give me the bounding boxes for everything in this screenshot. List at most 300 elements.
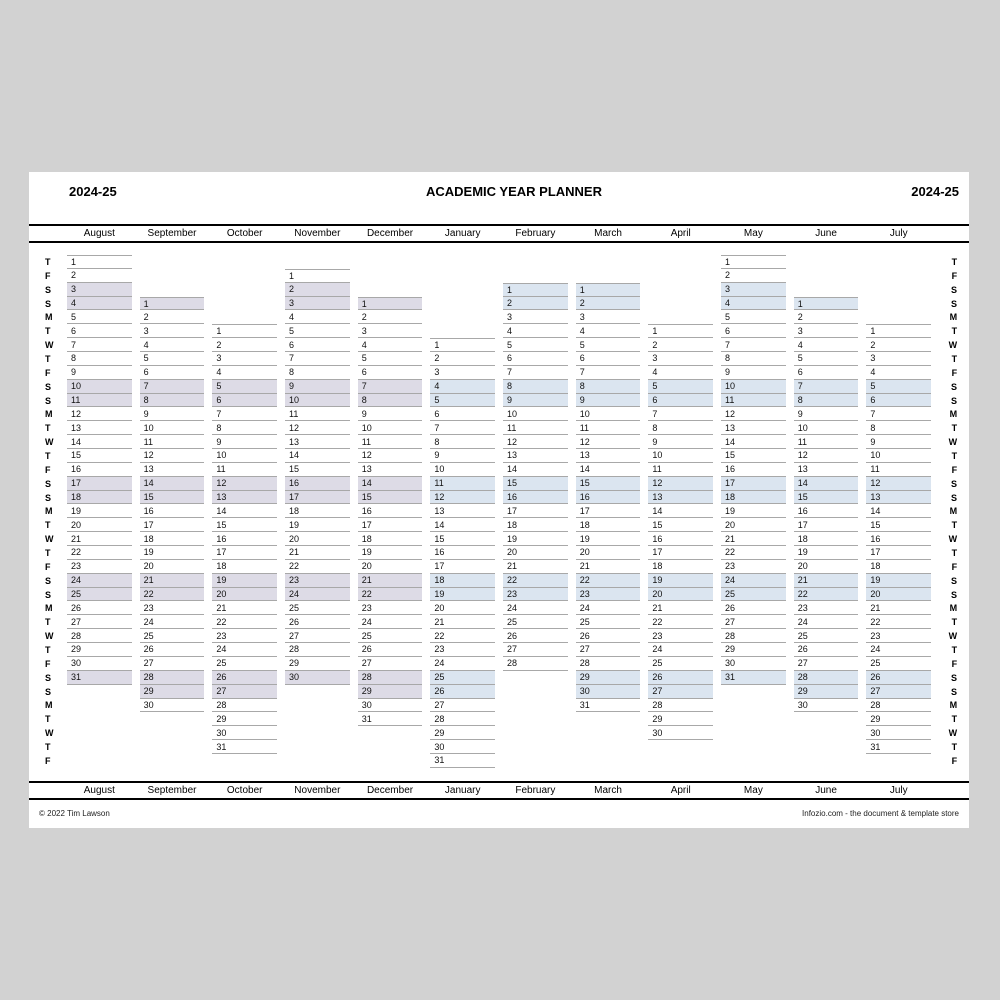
day-number: 21 — [143, 575, 154, 586]
day-cell — [866, 449, 931, 463]
day-letter: F — [951, 658, 958, 669]
day-number: 3 — [507, 311, 513, 322]
day-number: 23 — [652, 630, 663, 641]
empty-cell — [358, 255, 423, 269]
day-letter: F — [45, 658, 51, 669]
day-cell — [212, 629, 277, 643]
day-letter: M — [45, 409, 53, 420]
day-cell — [648, 546, 713, 560]
day-number: 2 — [870, 339, 876, 350]
day-number: 4 — [507, 325, 513, 336]
day-cell — [212, 657, 277, 671]
day-number: 3 — [216, 353, 222, 364]
day-number: 3 — [143, 325, 149, 336]
day-number: 13 — [652, 492, 663, 503]
day-number: 9 — [725, 367, 731, 378]
day-cell — [794, 601, 859, 615]
month-header-row — [29, 226, 969, 241]
day-cell — [67, 338, 132, 352]
day-cell — [721, 657, 786, 671]
day-cell — [212, 491, 277, 505]
day-cell — [67, 588, 132, 602]
day-cell — [140, 449, 205, 463]
day-number: 4 — [289, 311, 295, 322]
day-cell — [794, 463, 859, 477]
day-number: 13 — [507, 450, 518, 461]
day-cell — [866, 504, 931, 518]
day-cell — [794, 574, 859, 588]
day-letter: F — [45, 270, 51, 281]
empty-cell — [503, 726, 568, 740]
empty-cell — [67, 740, 132, 754]
day-number: 3 — [870, 353, 876, 364]
day-cell — [721, 588, 786, 602]
day-number: 30 — [652, 727, 663, 738]
month-column-december — [358, 255, 423, 768]
day-number: 9 — [143, 408, 149, 419]
day-cell — [67, 310, 132, 324]
day-cell — [648, 449, 713, 463]
day-cell — [721, 546, 786, 560]
day-cell — [648, 615, 713, 629]
day-number: 23 — [71, 561, 82, 572]
day-cell — [503, 463, 568, 477]
day-number: 17 — [71, 478, 82, 489]
empty-cell — [503, 255, 568, 269]
day-cell — [648, 504, 713, 518]
day-cell — [67, 504, 132, 518]
day-number: 19 — [361, 547, 372, 558]
day-cell — [794, 532, 859, 546]
day-cell — [721, 338, 786, 352]
day-number: 27 — [797, 658, 808, 669]
day-letter: T — [45, 617, 51, 628]
day-cell — [430, 380, 495, 394]
day-number: 22 — [652, 616, 663, 627]
day-number: 5 — [434, 395, 440, 406]
day-number: 21 — [652, 602, 663, 613]
empty-cell — [140, 712, 205, 726]
day-cell — [212, 740, 277, 754]
empty-cell — [67, 754, 132, 768]
day-cell — [648, 338, 713, 352]
day-number: 16 — [797, 505, 808, 516]
footer-store-credit: Infozio.com - the document & template store — [802, 809, 959, 818]
day-number: 29 — [143, 686, 154, 697]
day-cell — [285, 629, 350, 643]
day-number: 7 — [143, 381, 149, 392]
day-number: 18 — [361, 533, 372, 544]
day-number: 15 — [870, 519, 881, 530]
day-number: 23 — [507, 589, 518, 600]
day-cell — [503, 615, 568, 629]
day-cell — [794, 615, 859, 629]
day-cell — [67, 657, 132, 671]
day-number: 6 — [507, 353, 513, 364]
empty-cell — [648, 297, 713, 311]
month-label-may: May — [743, 785, 763, 796]
empty-cell — [503, 754, 568, 768]
day-cell — [430, 394, 495, 408]
day-cell — [576, 366, 641, 380]
day-number: 19 — [797, 547, 808, 558]
day-cell — [140, 629, 205, 643]
day-cell — [285, 477, 350, 491]
day-number: 25 — [579, 616, 590, 627]
day-cell — [67, 407, 132, 421]
day-cell — [576, 518, 641, 532]
day-number: 1 — [797, 298, 803, 309]
month-label-february: February — [515, 785, 556, 796]
day-number: 27 — [434, 699, 445, 710]
day-number: 3 — [361, 325, 367, 336]
day-number: 7 — [797, 381, 803, 392]
day-number: 22 — [870, 616, 881, 627]
day-cell — [67, 629, 132, 643]
month-label-february: February — [515, 228, 556, 239]
day-cell — [285, 269, 350, 283]
month-label-october: October — [226, 785, 263, 796]
day-cell — [866, 421, 931, 435]
day-number: 25 — [725, 589, 736, 600]
day-number: 7 — [71, 339, 77, 350]
day-number: 12 — [652, 478, 663, 489]
day-number: 30 — [361, 699, 372, 710]
day-number: 12 — [143, 450, 154, 461]
empty-cell — [430, 269, 495, 283]
day-letter: T — [45, 714, 51, 725]
empty-cell — [721, 699, 786, 713]
month-column-september — [140, 255, 205, 768]
day-cell — [648, 518, 713, 532]
day-letter: M — [45, 700, 53, 711]
day-letter: S — [951, 284, 958, 295]
day-number: 30 — [71, 658, 82, 669]
empty-cell — [866, 310, 931, 324]
day-cell — [358, 657, 423, 671]
day-number: 12 — [434, 492, 445, 503]
day-cell — [576, 685, 641, 699]
day-cell — [285, 518, 350, 532]
day-number: 12 — [71, 408, 82, 419]
day-number: 24 — [652, 644, 663, 655]
day-number: 10 — [725, 381, 736, 392]
day-cell — [430, 629, 495, 643]
day-cell — [212, 338, 277, 352]
day-letter: T — [45, 326, 51, 337]
day-number: 24 — [725, 575, 736, 586]
day-number: 12 — [579, 436, 590, 447]
day-number: 27 — [143, 658, 154, 669]
month-label-september: September — [147, 228, 197, 239]
day-number: 20 — [652, 589, 663, 600]
day-number: 16 — [361, 505, 372, 516]
day-letter: W — [948, 728, 958, 739]
empty-cell — [648, 255, 713, 269]
empty-cell — [140, 754, 205, 768]
month-label-january: January — [444, 785, 481, 796]
day-cell — [866, 394, 931, 408]
day-number: 6 — [143, 367, 149, 378]
day-number: 27 — [507, 644, 518, 655]
day-number: 21 — [71, 533, 82, 544]
day-number: 26 — [797, 644, 808, 655]
day-number: 23 — [216, 630, 227, 641]
empty-cell — [721, 740, 786, 754]
day-number: 23 — [579, 589, 590, 600]
day-number: 11 — [797, 436, 808, 447]
day-number: 28 — [434, 713, 445, 724]
day-cell — [212, 588, 277, 602]
day-number: 8 — [652, 422, 658, 433]
month-column-february — [503, 255, 568, 768]
day-cell — [503, 366, 568, 380]
day-cell — [140, 685, 205, 699]
empty-cell — [358, 269, 423, 283]
day-number: 11 — [143, 436, 154, 447]
day-letter: T — [45, 353, 51, 364]
day-number: 25 — [870, 658, 881, 669]
day-number: 30 — [289, 672, 300, 683]
day-number: 8 — [434, 436, 440, 447]
day-cell — [67, 643, 132, 657]
day-cell — [212, 643, 277, 657]
day-cell — [140, 532, 205, 546]
day-cell — [576, 463, 641, 477]
day-number: 13 — [434, 505, 445, 516]
day-number: 24 — [579, 602, 590, 613]
day-number: 11 — [725, 395, 735, 406]
day-number: 15 — [652, 519, 663, 530]
day-letter: M — [949, 700, 958, 711]
day-cell — [212, 699, 277, 713]
day-number: 13 — [361, 464, 372, 475]
day-number: 21 — [434, 616, 445, 627]
day-number: 28 — [361, 672, 372, 683]
day-letter: F — [45, 464, 51, 475]
day-number: 28 — [143, 672, 154, 683]
day-cell — [721, 615, 786, 629]
day-number: 20 — [361, 561, 372, 572]
day-number: 8 — [507, 381, 513, 392]
day-letter: W — [45, 437, 54, 448]
day-cell — [503, 338, 568, 352]
day-cell — [67, 491, 132, 505]
day-cell — [358, 310, 423, 324]
day-number: 5 — [797, 353, 803, 364]
day-number: 2 — [71, 270, 77, 281]
day-cell — [503, 601, 568, 615]
day-number: 16 — [71, 464, 82, 475]
day-letter: M — [45, 603, 53, 614]
day-number: 8 — [870, 422, 876, 433]
day-cell — [285, 463, 350, 477]
day-number: 5 — [507, 339, 513, 350]
day-number: 30 — [870, 727, 881, 738]
day-cell — [721, 477, 786, 491]
month-label-july: July — [889, 228, 908, 239]
day-number: 20 — [797, 561, 808, 572]
empty-cell — [285, 754, 350, 768]
day-cell — [576, 310, 641, 324]
empty-cell — [721, 726, 786, 740]
day-number: 8 — [579, 381, 585, 392]
day-cell — [794, 394, 859, 408]
day-number: 13 — [579, 450, 590, 461]
day-number: 14 — [434, 519, 445, 530]
day-cell — [430, 463, 495, 477]
day-number: 5 — [289, 325, 295, 336]
day-number: 26 — [361, 644, 372, 655]
day-number: 29 — [725, 644, 736, 655]
day-cell — [358, 532, 423, 546]
empty-cell — [794, 726, 859, 740]
day-number: 9 — [289, 381, 295, 392]
day-number: 30 — [725, 658, 736, 669]
day-cell — [866, 532, 931, 546]
day-cell — [576, 546, 641, 560]
day-number: 25 — [361, 630, 372, 641]
day-cell — [648, 352, 713, 366]
day-cell — [576, 338, 641, 352]
day-cell — [285, 366, 350, 380]
planner-page — [29, 172, 969, 828]
day-letter: F — [951, 561, 958, 572]
day-cell — [358, 629, 423, 643]
day-letter: W — [948, 534, 958, 545]
empty-cell — [358, 754, 423, 768]
day-letter: T — [45, 256, 51, 267]
day-number: 27 — [71, 616, 82, 627]
day-cell — [503, 629, 568, 643]
day-cell — [67, 546, 132, 560]
day-cell — [285, 560, 350, 574]
day-cell — [794, 421, 859, 435]
day-cell — [140, 504, 205, 518]
day-number: 24 — [434, 658, 445, 669]
day-cell — [648, 629, 713, 643]
day-number: 18 — [507, 519, 518, 530]
day-cell — [576, 435, 641, 449]
day-number: 4 — [579, 325, 585, 336]
empty-cell — [212, 310, 277, 324]
day-cell — [285, 407, 350, 421]
day-number: 20 — [725, 519, 736, 530]
day-number: 12 — [797, 450, 808, 461]
day-cell — [140, 643, 205, 657]
day-letter-column-left — [39, 255, 63, 768]
day-cell — [648, 588, 713, 602]
day-number: 16 — [143, 505, 154, 516]
empty-cell — [648, 740, 713, 754]
day-cell — [430, 574, 495, 588]
day-cell — [67, 435, 132, 449]
day-number: 10 — [579, 408, 590, 419]
day-number: 26 — [507, 630, 518, 641]
day-cell — [430, 477, 495, 491]
empty-cell — [794, 255, 859, 269]
day-letter: T — [951, 617, 958, 628]
day-number: 21 — [289, 547, 300, 558]
day-number: 19 — [725, 505, 736, 516]
day-cell — [721, 297, 786, 311]
day-cell — [648, 560, 713, 574]
day-cell — [140, 338, 205, 352]
day-number: 9 — [216, 436, 222, 447]
day-number: 18 — [652, 561, 663, 572]
day-cell — [285, 352, 350, 366]
day-number: 18 — [579, 519, 590, 530]
day-letter: T — [45, 547, 51, 558]
page-title: ACADEMIC YEAR PLANNER — [426, 184, 602, 199]
day-number: 18 — [143, 533, 154, 544]
day-cell — [576, 352, 641, 366]
day-letter-column-right — [935, 255, 959, 768]
day-number: 24 — [507, 602, 518, 613]
year-label-right: 2024-25 — [911, 184, 959, 199]
day-cell — [430, 643, 495, 657]
month-column-august — [67, 255, 132, 768]
day-cell — [721, 504, 786, 518]
empty-cell — [212, 255, 277, 269]
day-number: 27 — [289, 630, 300, 641]
day-cell — [648, 643, 713, 657]
day-number: 31 — [579, 699, 590, 710]
day-number: 13 — [143, 464, 154, 475]
day-number: 6 — [71, 325, 77, 336]
empty-cell — [285, 699, 350, 713]
day-number: 20 — [289, 533, 300, 544]
day-cell — [866, 657, 931, 671]
month-label-december: December — [366, 228, 414, 239]
day-number: 22 — [71, 547, 82, 558]
day-cell — [285, 435, 350, 449]
day-cell — [866, 629, 931, 643]
day-cell — [358, 643, 423, 657]
day-number: 17 — [725, 478, 736, 489]
day-number: 2 — [434, 353, 440, 364]
day-cell — [794, 380, 859, 394]
day-cell — [285, 574, 350, 588]
day-cell — [430, 560, 495, 574]
day-cell — [67, 518, 132, 532]
day-cell — [503, 407, 568, 421]
day-cell — [67, 532, 132, 546]
day-number: 5 — [216, 381, 222, 392]
day-number: 8 — [361, 395, 367, 406]
day-cell — [648, 699, 713, 713]
day-cell — [212, 407, 277, 421]
day-number: 27 — [361, 658, 372, 669]
day-cell — [212, 560, 277, 574]
day-cell — [648, 685, 713, 699]
day-number: 9 — [870, 436, 876, 447]
day-cell — [721, 324, 786, 338]
empty-cell — [358, 726, 423, 740]
day-cell — [503, 643, 568, 657]
day-number: 15 — [579, 478, 590, 489]
day-cell — [430, 338, 495, 352]
day-number: 17 — [143, 519, 154, 530]
day-letter: T — [951, 714, 958, 725]
day-cell — [503, 283, 568, 297]
day-letter: M — [45, 312, 53, 323]
day-cell — [140, 601, 205, 615]
day-number: 1 — [652, 326, 658, 337]
day-cell — [212, 449, 277, 463]
day-letter: T — [951, 326, 958, 337]
day-number: 9 — [652, 436, 658, 447]
